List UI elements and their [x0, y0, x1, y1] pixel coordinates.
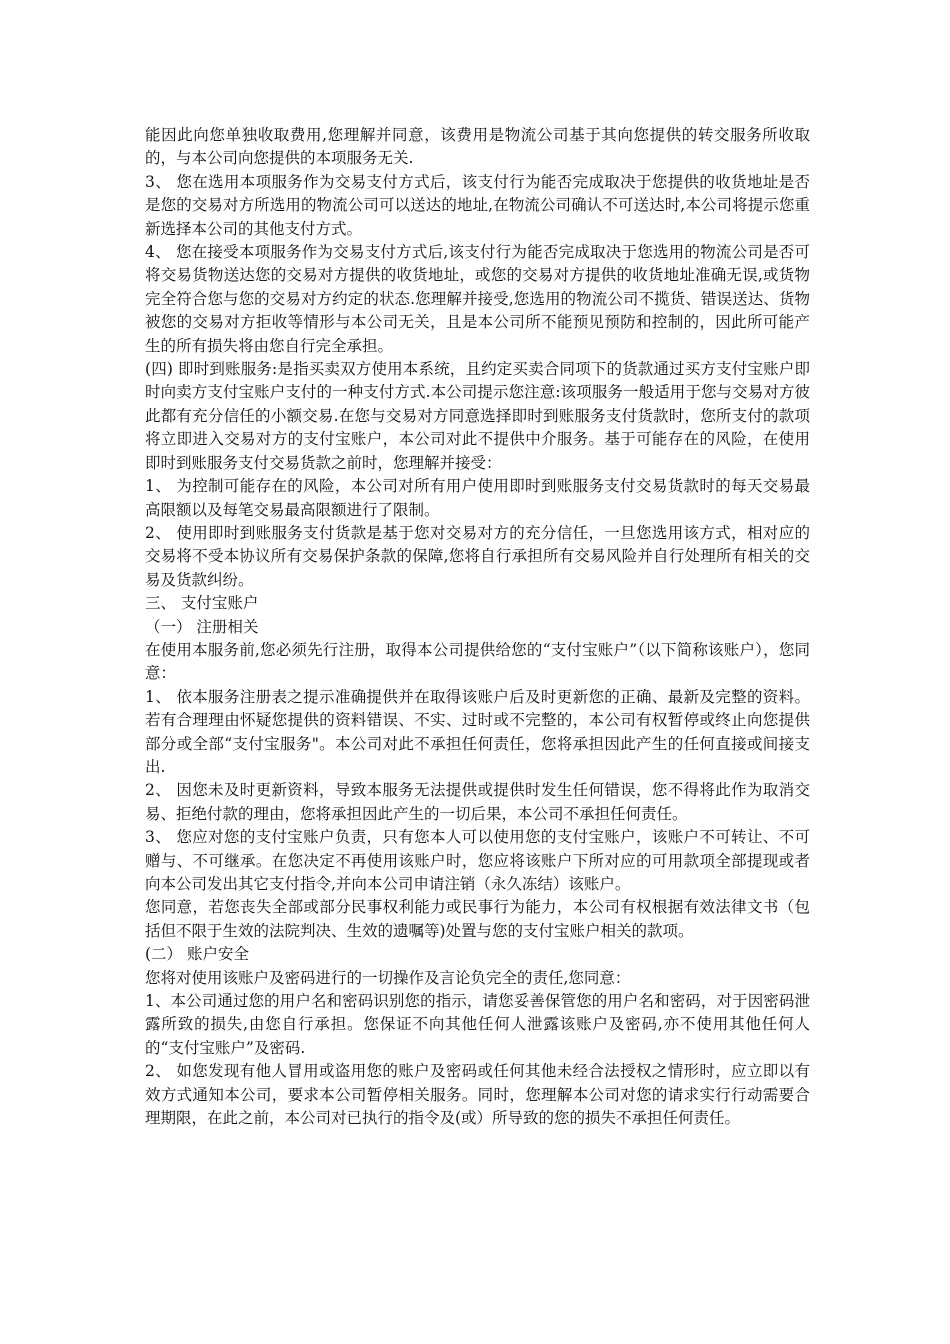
document-body	[145, 124, 810, 1130]
paragraph-security-item-2: 2、 如您发现有他人冒用或盗用您的账户及密码或任何其他未经合法授权之情形时，应立即以有效方式通知本公司，要求本公司暂停相关服务。同时，您理解本公司对您的请求实行行动需要合理期限，在此之前，本公司对已执行的指令及(或）所导致的您的损失不承担任何责任。	[145, 1062, 810, 1128]
paragraph-capacity-loss: 您同意，若您丧失全部或部分民事权利能力或民事行为能力，本公司有权根据有效法律文书（包括但不限于生效的法院判决、生效的遗嘱等)处置与您的支付宝账户相关的款项。	[145, 898, 810, 940]
heading-registration: （一） 注册相关	[145, 617, 259, 636]
paragraph-registration-item-3: 3、 您应对您的支付宝账户负责，只有您本人可以使用您的支付宝账户，该账户不可转让、不可赠与、不可继承。在您决定不再使用该账户时，您应将该账户下所对应的可用款项全部提现或者向本公司发出其它支付指令,并向本公司申请注销（永久冻结）该账户。	[145, 828, 810, 893]
paragraph-registration-intro: 在使用本服务前,您必须先行注册，取得本公司提供给您的“支付宝账户”（以下简称该账户），您同意：	[145, 640, 810, 683]
heading-account-security: (二） 账户安全	[145, 945, 249, 964]
paragraph-instant-item-2: 2、 使用即时到账服务支付货款是基于您对交易对方的充分信任，一旦您选用该方式，相对应的交易将不受本协议所有交易保护条款的保障,您将自行承担所有交易风险并自行处理所有相关的交易及货款纠纷。	[145, 523, 810, 589]
paragraph-item-3-address: 3、 您在选用本项服务作为交易支付方式后，该支付行为能否完成取决于您提供的收货地址是否是您的交易对方所选用的物流公司可以送达的地址,在物流公司确认不可送达时,本公司将提示您重新选择本公司的其他支付方式。	[145, 172, 810, 238]
paragraph-fee-continuation: 能因此向您单独收取费用,您理解并同意，该费用是物流公司基于其向您提供的转交服务所收取的，与本公司向您提供的本项服务无关.	[145, 126, 810, 168]
paragraph-security-item-1: 1、本公司通过您的用户名和密码识别您的指示，请您妥善保管您的用户名和密码，对于因密码泄露所致的损失,由您自行承担。您保证不向其他任何人泄露该账户及密码,亦不使用其他任何人的“支付宝账户”及密码.	[145, 992, 810, 1057]
paragraph-section-4-instant-payment: (四) 即时到账服务:是指买卖双方使用本系统，且约定买卖合同项下的货款通过买方支付宝账户即时向卖方支付宝账户支付的一种支付方式.本公司提示您注意:该项服务一般适用于您与交易对方彼此都有充分信任的小额交易.在您与交易对方同意选择即时到账服务支付货款时，您所支付的款项将立即进入交易对方的支付宝账户，本公司对此不提供中介服务。基于可能存在的风险，在使用即时到账服务支付交易货款之前时，您理解并接受：	[145, 360, 810, 472]
paragraph-item-4-logistics: 4、 您在接受本项服务作为交易支付方式后,该支付行为能否完成取决于您选用的物流公司是否可将交易货物送达您的交易对方提供的收货地址，或您的交易对方提供的收货地址准确无误,或货物完全符合您与您的交易对方约定的状态.您理解并接受,您选用的物流公司不揽货、错误送达、货物被您的交易对方拒收等情形与本公司无关，且是本公司所不能预见预防和控制的，因此所可能产生的所有损失将由您自行完全承担。	[145, 243, 810, 355]
paragraph-security-intro: 您将对使用该账户及密码进行的一切操作及言论负完全的责任,您同意：	[145, 968, 631, 987]
heading-section-3-account: 三、 支付宝账户	[145, 594, 259, 613]
paragraph-registration-item-2: 2、 因您未及时更新资料，导致本服务无法提供或提供时发生任何错误，您不得将此作为取消交易、拒绝付款的理由，您将承担因此产生的一切后果，本公司不承担任何责任。	[145, 781, 810, 823]
paragraph-registration-item-1: 1、 依本服务注册表之提示准确提供并在取得该账户后及时更新您的正确、最新及完整的资料。若有合理理由怀疑您提供的资料错误、不实、过时或不完整的，本公司有权暂停或终止向您提供部分或全部“支付宝服务"。本公司对此不承担任何责任，您将承担因此产生的任何直接或间接支出.	[145, 687, 810, 776]
paragraph-instant-item-1: 1、 为控制可能存在的风险，本公司对所有用户使用即时到账服务支付交易货款时的每天交易最高限额以及每笔交易最高限额进行了限制。	[145, 477, 810, 519]
